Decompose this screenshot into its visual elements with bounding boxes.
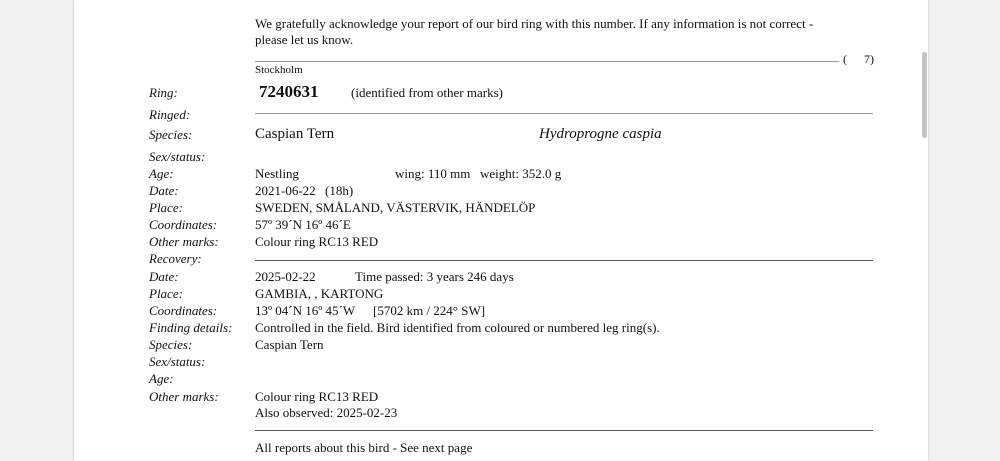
ringed-wing: wing: 110 mm [395,166,471,181]
page-number: 7) [864,52,874,66]
also-observed: Also observed: 2025-02-23 [255,405,398,420]
time-passed: Time passed: 3 years 246 days [355,269,514,284]
recovery-place: GAMBIA, , KARTONG [255,286,384,301]
ringed-weight: weight: 352.0 g [480,166,562,181]
recovery-sex-status-label: Sex/status: [149,354,206,369]
ring-label: Ring: [149,85,178,100]
ring-number: 7240631 [259,82,319,101]
recovery-distance: [5702 km / 224° SW] [373,303,486,318]
intro-line-2: please let us know. [255,32,354,47]
recovery-date: 2025-02-22 [255,269,316,284]
recovery-coordinates-label: Coordinates: [149,303,218,318]
recovery-coordinates: 13º 04´N 16º 45´W [255,303,356,318]
viewer-background-left [0,0,74,461]
ringed-place: SWEDEN, SMÅLAND, VÄSTERVIK, HÄNDELÖP [255,200,536,215]
sex-status-label: Sex/status: [149,149,206,164]
recovery-other-marks: Colour ring RC13 RED [255,389,379,404]
recovery-place-label: Place: [149,286,183,301]
ringed-label: Ringed: [149,107,191,122]
age-label: Age: [149,166,174,181]
page-number-open: ( [843,52,847,66]
ringed-other-marks-label: Other marks: [149,234,219,249]
ringed-time: (18h) [325,183,354,198]
ring-note: (identified from other marks) [351,85,503,100]
species-common-name: Caspian Tern [255,126,335,142]
header-divider [255,61,839,62]
species-latin-name: Hydroprogne caspia [539,126,662,142]
ringed-other-marks: Colour ring RC13 RED [255,234,379,249]
recovery-label: Recovery: [149,251,202,266]
recovery-divider [255,260,873,261]
ringed-age: Nestling [255,166,300,181]
finding-details-label: Finding details: [149,320,233,335]
species-label: Species: [149,127,193,142]
intro-line-1: We gratefully acknowledge your report of our bird ring with this number. If any information is not correct - [255,16,814,31]
footer-divider [255,430,873,431]
ring-divider [255,113,873,114]
recovery-species: Caspian Tern [255,337,324,352]
recovery-date-label: Date: [149,269,179,284]
all-reports-link: All reports about this bird - See next page [255,440,473,455]
recovery-age-label: Age: [149,371,174,386]
finding-details: Controlled in the field. Bird identified from coloured or numbered leg ring(s). [255,320,660,335]
city-label: Stockholm [255,64,303,76]
ringed-coordinates-label: Coordinates: [149,217,218,232]
ringed-date-label: Date: [149,183,179,198]
ringed-place-label: Place: [149,200,183,215]
ringed-coordinates: 57º 39´N 16º 46´E [255,217,351,232]
recovery-species-label: Species: [149,337,193,352]
scrollbar-thumb[interactable] [922,52,927,138]
recovery-other-marks-label: Other marks: [149,389,219,404]
ringed-date: 2021-06-22 [255,183,316,198]
viewer-background-right [928,0,1000,461]
